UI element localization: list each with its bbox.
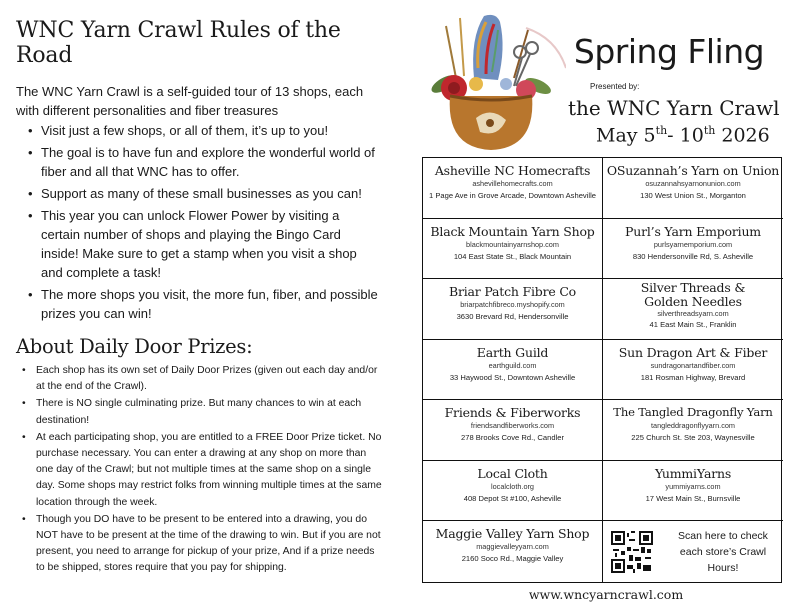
shop-cell	[423, 158, 603, 219]
shop-address: 3630 Brevard Rd, Hendersonville	[456, 312, 569, 322]
shop-name: Earth Guild	[476, 344, 549, 360]
shop-address: 33 Haywood St., Downtown Asheville	[449, 372, 576, 382]
shop-name: Sun Dragon Art & Fiber	[618, 344, 768, 360]
shop-name: Friends & Fiberworks	[444, 405, 581, 421]
shop-website: yummiyarns.com	[665, 481, 721, 491]
shop-address: 181 Rosman Highway, Brevard	[640, 372, 746, 382]
cover-panel	[396, 0, 792, 611]
shop-name: Black Mountain Yarn Shop	[430, 223, 595, 239]
shop-cell	[603, 158, 783, 219]
shop-name: OSuzannah’s Yarn on Union	[606, 163, 780, 178]
shop-website: maggievalleyyarn.com	[476, 542, 549, 552]
shop-website: blackmountainyarnshop.com	[466, 239, 559, 249]
shop-cell	[423, 340, 603, 401]
shop-name: The Tangled Dragonfly Yarn	[613, 405, 773, 420]
shop-website: sundragonartandfiber.com	[650, 360, 736, 370]
shop-address: 17 West Main St., Burnsville	[645, 493, 741, 503]
shop-cell	[423, 461, 603, 522]
shop-name: Silver Threads & Golden Needles	[640, 280, 746, 310]
shop-cell	[423, 400, 603, 461]
shop-name: Purl’s Yarn Emporium	[625, 223, 761, 239]
shop-address: 830 Hendersonville Rd, S. Asheville	[632, 251, 754, 261]
prize-item: • At each participating shop, you are entitled to a FREE Door Prize ticket. No purchase necessary. You can enter a drawing at any shop on more than one day of the Crawl; but not multiple times at the same shop on a single day. Some shops may restrict folks from winning multiple times at the same location through the week.	[22, 430, 382, 511]
prizes-list	[16, 363, 382, 577]
shop-cell	[423, 279, 603, 340]
prizes-title: About Daily Door Prizes:	[16, 335, 253, 358]
rules-title: WNC Yarn Crawl Rules of the Road	[16, 18, 341, 68]
rules-list	[16, 121, 382, 323]
shop-website: friendsandfiberworks.com	[470, 421, 555, 431]
shop-website: ashevillehomecrafts.com	[472, 179, 553, 188]
shop-website: briarpatchfibreco.myshopify.com	[460, 300, 565, 310]
shop-website: osuzannahsyarnonunion.com	[645, 179, 741, 188]
shop-website: localcloth.org	[491, 481, 534, 491]
shop-cell	[423, 521, 603, 582]
event-dates: May 5th- 10th 2026	[596, 124, 770, 147]
shop-cell	[603, 461, 783, 522]
organizer-name: the WNC Yarn Crawl	[568, 96, 780, 120]
shop-cell	[603, 400, 783, 461]
shop-cell	[603, 219, 783, 280]
rule-item: • This year you can unlock Flower Power by visiting a certain number of shops and playing the Bingo Card inside! Make sure to get a stamp when you visit a shop and complete a task!	[28, 206, 382, 282]
prize-item: • Though you DO have to be present to be entered into a drawing, you do NOT have to be present at the time of the drawing to win. But if you are not present, you need to arrange for pickup of your prize, And if a prize needs to be shipped, stores require that you pay for shipping.	[22, 512, 382, 577]
shop-address: 41 East Main St., Franklin	[649, 320, 737, 330]
shop-address: 1 Page Ave in Grove Arcade, Downtown Asheville	[428, 191, 597, 200]
rule-item: • Visit just a few shops, or all of them, it’s up to you!	[28, 121, 382, 140]
shop-cell	[603, 340, 783, 401]
shop-name: Maggie Valley Yarn Shop	[435, 526, 590, 542]
qr-instructions: Scan here to check each store’s Crawl Hours!	[678, 529, 768, 574]
shop-website: earthguild.com	[488, 360, 537, 370]
shop-name: Local Cloth	[477, 465, 548, 481]
shop-address: 278 Brooks Cove Rd., Candler	[461, 433, 564, 443]
rule-item: • The goal is to have fun and explore the wonderful world of fiber and all that WNC has to offer.	[28, 143, 382, 181]
shop-name: YummiYarns	[654, 465, 732, 481]
shop-address: 225 Church St. Ste 203, Waynesville	[631, 433, 755, 443]
shop-address: 104 East State St., Black Mountain	[453, 251, 572, 261]
qr-cell	[603, 521, 783, 582]
shop-website: purlsyarnemporium.com	[653, 239, 733, 249]
shop-website: silverthreadsyarn.com	[657, 309, 729, 319]
prize-item: • Each shop has its own set of Daily Door Prizes (given out each day and/or at the end of the Crawl).	[22, 363, 382, 395]
shop-address: 408 Depot St #100, Asheville	[463, 493, 562, 503]
rules-intro: The WNC Yarn Crawl is a self-guided tour of 13 shops, each with different personalities and fiber treasures	[16, 84, 364, 118]
shop-address: 130 West Union St., Morganton	[640, 191, 746, 200]
presented-by: Presented by:	[590, 82, 640, 91]
yarn-pot-illustration-icon	[416, 8, 566, 156]
shop-name: Asheville NC Homecrafts	[434, 163, 591, 178]
shop-directory	[422, 157, 782, 583]
prize-item: • There is NO single culminating prize. But many chances to win at each destination!	[22, 396, 382, 428]
rule-item: • The more shops you visit, the more fun, fiber, and possible prizes you can win!	[28, 285, 382, 323]
event-title: Spring Fling	[573, 32, 765, 71]
shop-website: tangleddragonflyyarn.com	[651, 421, 735, 431]
shop-address: 2160 Soco Rd., Maggie Valley	[461, 554, 564, 564]
qr-code-icon[interactable]	[611, 531, 653, 573]
shop-cell	[423, 219, 603, 280]
website-link[interactable]: www.wncyarncrawl.com	[528, 587, 684, 602]
rule-item: • Support as many of these small businesses as you can!	[28, 184, 382, 203]
shop-cell	[603, 279, 783, 340]
shop-name: Briar Patch Fibre Co	[448, 284, 577, 300]
